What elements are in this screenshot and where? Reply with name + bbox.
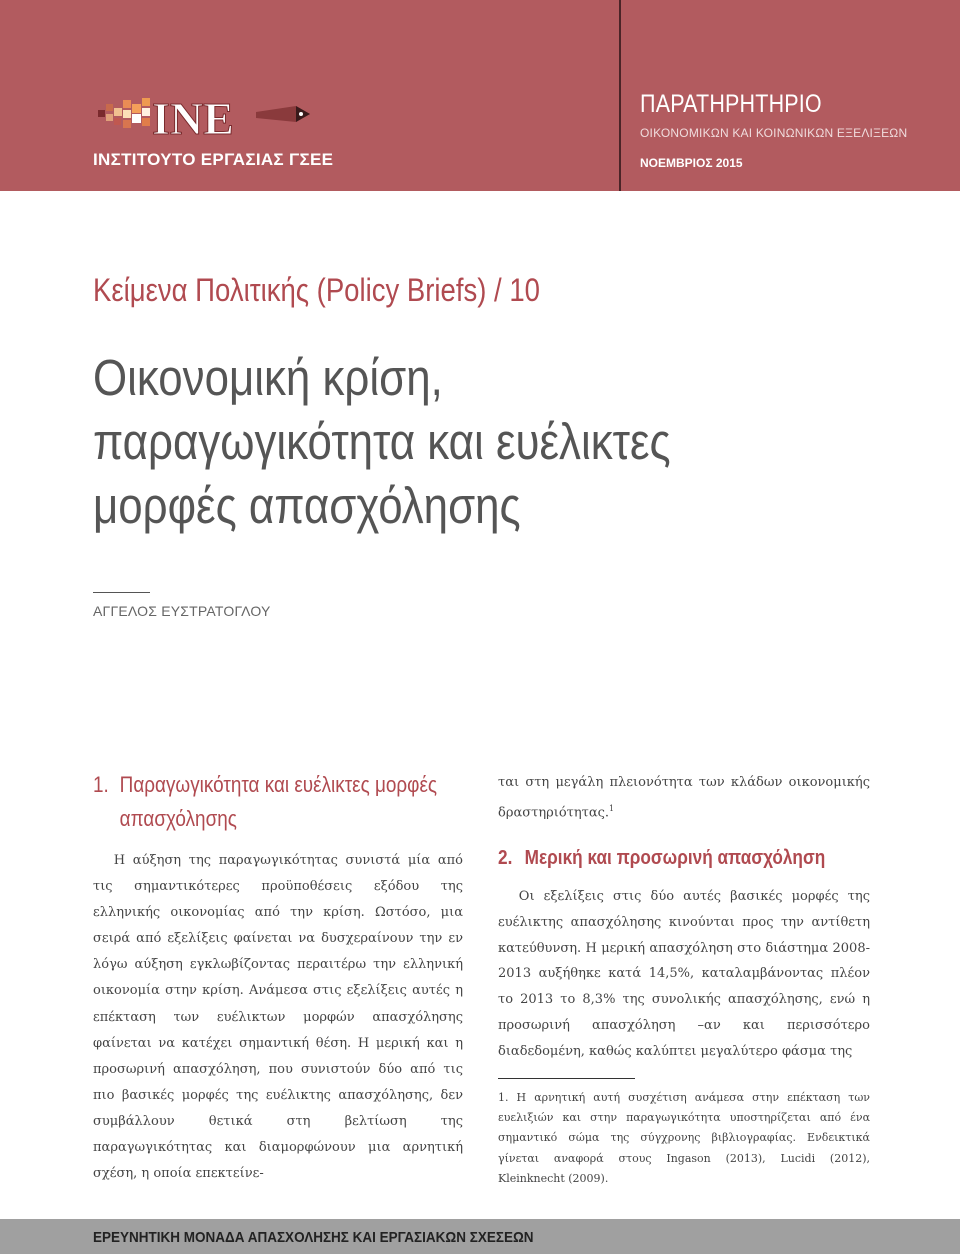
section-title-cont: απασχόλησης [119, 806, 237, 831]
title-line: παραγωγικότητα και ευέλικτες [93, 413, 671, 470]
series-label: Κείμενα Πολιτικής (Policy Briefs) / 10 [93, 272, 540, 308]
observatory-subtitle: ΟΙΚΟΝΟΜΙΚΩΝ ΚΑΙ ΚΟΙΝΩΝΙΚΩΝ ΕΞΕΛΙΞΕΩΝ [640, 126, 908, 140]
title-line: Οικονομική κρίση, [93, 349, 443, 406]
ine-logo [96, 92, 312, 140]
section-1-heading [93, 768, 437, 836]
observatory-title: ΠΑΡΑΤΗΡΗΤΗΡΙΟ [640, 90, 822, 118]
header-banner [0, 0, 960, 191]
paragraph: Η αύξηση της παραγωγικότητας συνιστά μία από τις σημαντικότερες προϋποθέσεις εξόδου της ελληνικής οικονομίας από την κρίση. Ωστόσο, μια σειρά από εξελίξεις φαίνεται να δυσχεραίνουν την εν λόγω αύξηση εγκλωβίζοντας περαιτέρω την ελληνική οικονομία στην κρίση. Ανάμεσα στις εξελίξεις αυτές η επέκταση των ευέλικτων μορφών απασχόλησης φαίνεται να κατέχει σημαντική θέση. Η μερική και η προσωρινή απασχόληση, που συνιστούν δύο από τις πιο βασικές μορφές της ευέλικτης απασχόλησης, δεν συμβάλλουν θετικά στη βελτίωση της παραγωγικότητας και διαμορφώνουν μια αρνητική σχέση, η οποία επεκτείνε- [93, 853, 463, 1182]
section-2-body [498, 884, 870, 1065]
footnote-ref[interactable]: 1 [609, 804, 615, 813]
institute-name: ΙΝΣΤΙΤΟΥΤΟ ΕΡΓΑΣΙΑΣ ΓΣΕΕ [93, 150, 334, 169]
section-2-heading [498, 841, 825, 875]
paragraph: Οι εξελίξεις στις δύο αυτές βασικές μορφές της ευέλικτης απασχόλησης κινούνται προς την αντίθετη κατεύθυνση. Η μερική απασχόληση στο διάστημα 2008-2013 αυξήθηκε κατά 14,5%, καταλαμβάνοντας πλέον το 2013 το 8,3% της συνολικής απασχόλησης, ενώ η προσωρινή απασχόληση –αν και περισσότερο διαδεδομένη, καθώς καλύπτει μεγαλύτερο φάσμα της [498, 889, 870, 1059]
title-line: μορφές απασχόλησης [93, 477, 521, 534]
section-1-body [93, 848, 463, 1187]
document-title [93, 346, 671, 538]
section-title: Μερική και προσωρινή απασχόληση [524, 847, 826, 869]
section-number: 1. [93, 772, 109, 797]
footer-unit-name: ΕΡΕΥΝΗΤΙΚΗ ΜΟΝΑΔΑ ΑΠΑΣΧΟΛΗΣΗΣ ΚΑΙ ΕΡΓΑΣΙΑΚΩΝ ΣΧΕΣΕΩΝ [93, 1229, 534, 1246]
paragraph-continuation: ται στη μεγάλη πλειονότητα των κλάδων οικονομικής δραστηριότητας. [498, 775, 870, 821]
section-1-continuation [498, 770, 870, 826]
section-number: 2. [498, 847, 513, 869]
footnote-text: 1. Η αρνητική αυτή συσχέτιση ανάμεσα στην επέκταση των ευελιξιών και στην παραγωγικότητα υποστηρίζεται από ένα σημαντικό σώμα της σύγχρονης βιβλιογραφίας. Ενδεικτικά γίνεται αναφορά στους Ingason (2013), Lucidi (2012), Kleinknecht (2009). [498, 1091, 870, 1185]
footnote-rule [498, 1078, 635, 1079]
header-divider [619, 0, 621, 191]
section-title: Παραγωγικότητα και ευέλικτες μορφές [119, 772, 437, 797]
footnote [498, 1088, 870, 1189]
publication-date: ΝΟΕΜΒΡΙΟΣ 2015 [640, 156, 743, 170]
svg-text:INE: INE [152, 93, 234, 140]
author-rule [93, 592, 150, 593]
author-name: ΑΓΓΕΛΟΣ ΕΥΣΤΡΑΤΟΓΛΟΥ [93, 603, 271, 619]
